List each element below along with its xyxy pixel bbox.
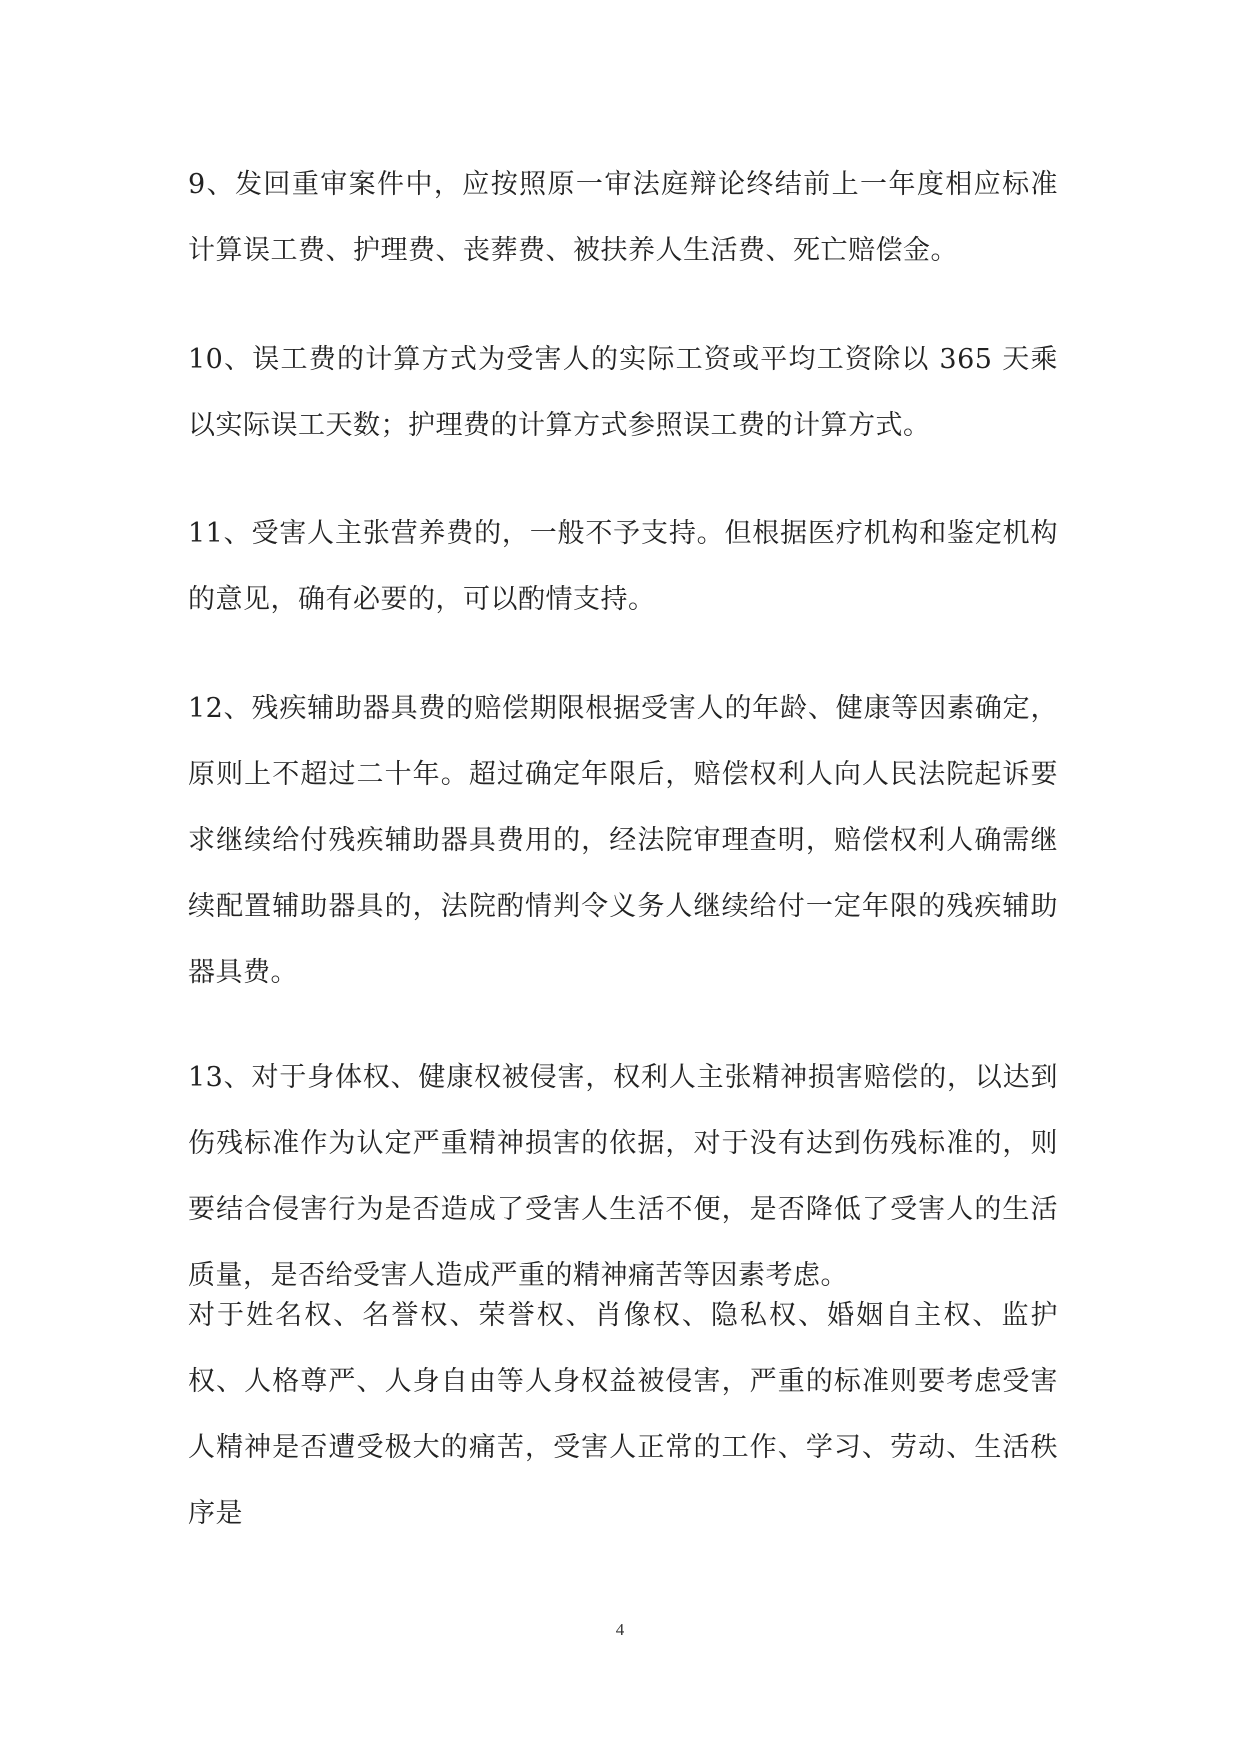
paragraph-item-9: 9、发回重审案件中，应按照原一审法庭辩论终结前上一年度相应标准计算误工费、护理费、丧葬费、被扶养人生活费、死亡赔偿金。 — [188, 169, 1058, 266]
paragraph-item-12: 12、残疾辅助器具费的赔偿期限根据受害人的年龄、健康等因素确定，原则上不超过二十年。超过确定年限后，赔偿权利人向人民法院起诉要求继续给付残疾辅助器具费用的，经法院审理查明，赔偿权利人确需继续配置辅助器具的，法院酌情判令义务人继续给付一定年限的残疾辅助器具费。 — [188, 693, 1058, 988]
paragraph-personal-rights: 对于姓名权、名誉权、荣誉权、肖像权、隐私权、婚姻自主权、监护权、人格尊严、人身自由等人身权益被侵害，严重的标准则要考虑受害人精神是否遭受极大的痛苦，受害人正常的工作、学习、劳动、生活秩序是 — [188, 1300, 1058, 1529]
paragraph-item-13: 13、对于身体权、健康权被侵害，权利人主张精神损害赔偿的，以达到伤残标准作为认定严重精神损害的依据，对于没有达到伤残标准的，则要结合侵害行为是否造成了受害人生活不便，是否降低了受害人的生活质量，是否给受害人造成严重的精神痛苦等因素考虑。 — [188, 1062, 1058, 1291]
paragraph-item-10: 10、误工费的计算方式为受害人的实际工资或平均工资除以 365 天乘以实际误工天数；护理费的计算方式参照误工费的计算方式。 — [188, 344, 1058, 441]
page-number: 4 — [615, 1620, 625, 1639]
paragraph-item-11: 11、受害人主张营养费的，一般不予支持。但根据医疗机构和鉴定机构的意见，确有必要的，可以酌情支持。 — [188, 518, 1058, 615]
